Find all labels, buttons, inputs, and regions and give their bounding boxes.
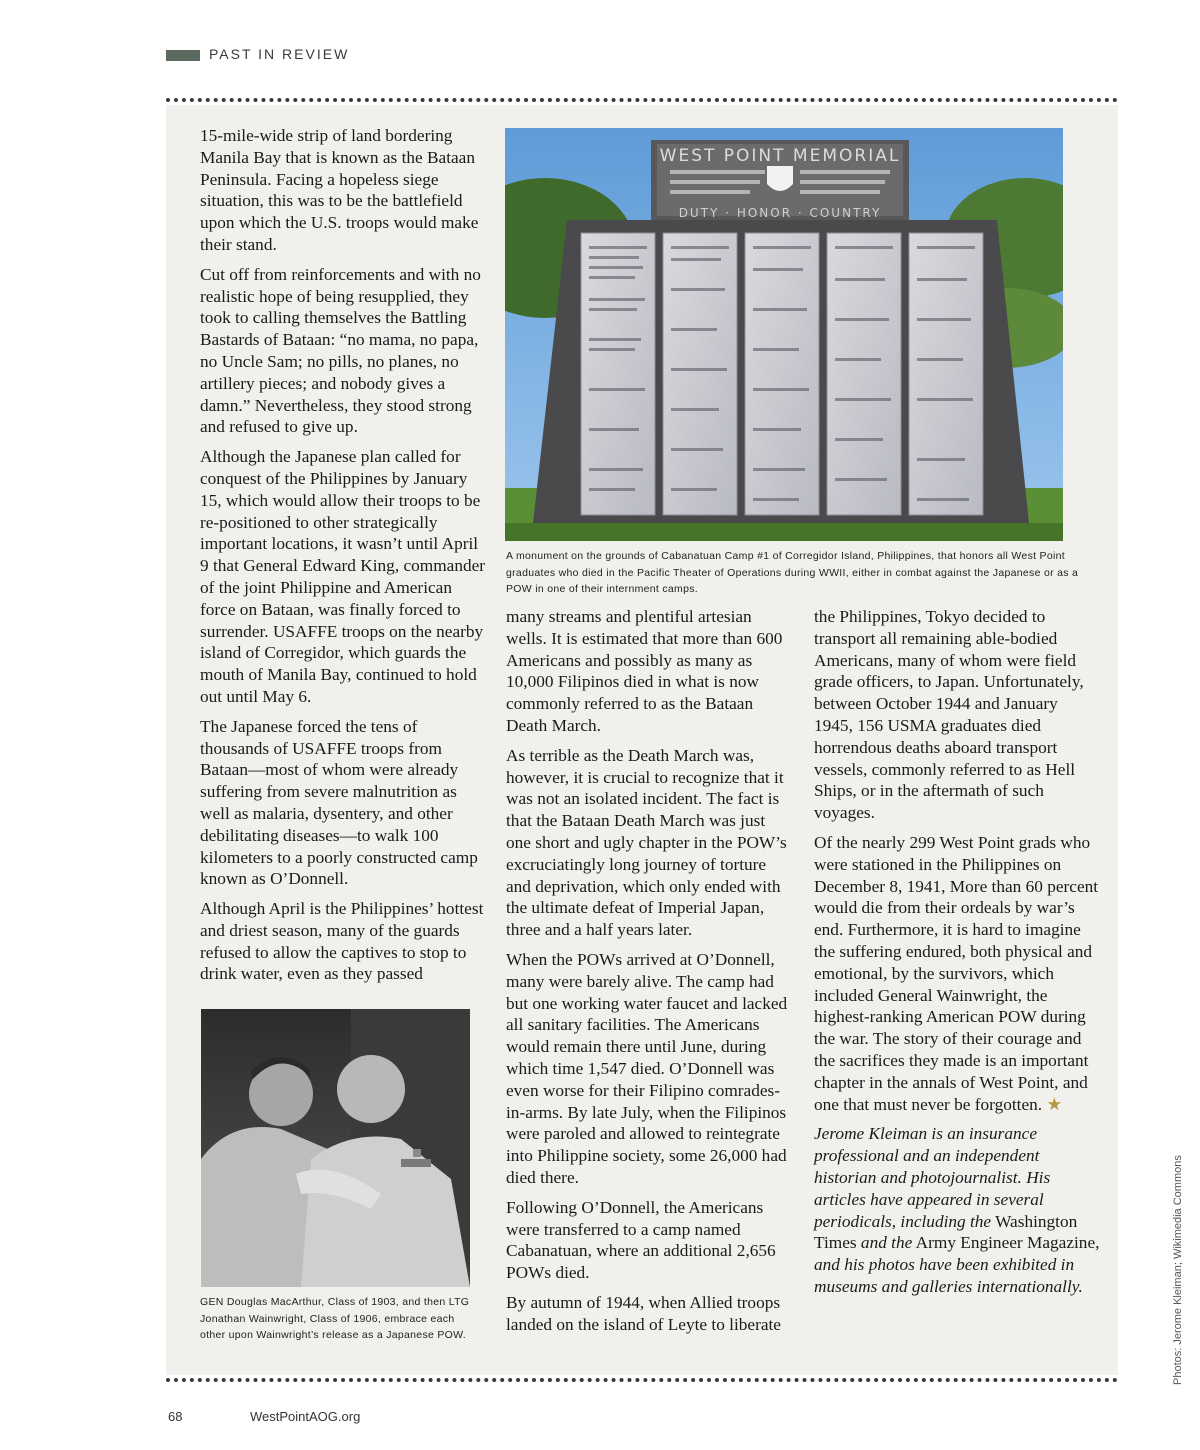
memorial-motto: DUTY · HONOR · COUNTRY: [678, 206, 882, 220]
paragraph: By autumn of 1944, when Allied troops landed on the island of Leyte to liberate: [506, 1292, 781, 1334]
photo-credit: Photos: Jerome Kleiman; Wikimedia Commons: [1172, 1155, 1184, 1385]
paragraph: Cut off from reinforcements and with no realistic hope of being resupplied, they took to calling themselves the Battling Bastards of Bataan: “no mama, no papa, no Uncle Sam; no pills, no planes, no artillery pieces; and nobody gives a damn.” Nevertheless, they stood strong and refused to give up.: [200, 264, 481, 437]
paragraph-text: Of the nearly 299 West Point grads who were stationed in the Philippines on December 8, 1941, More than 60 percent would die from their ordeals by war’s end. Furthermore, it is hard to imagine the suffering endured, both physical and emotional, by the survivors, which included General Wainwright, the highest-ranking American POW during the war. The story of their courage and the sacrifices they made is an important chapter in the annals of West Point, and one that must never be forgotten.: [814, 832, 1099, 1114]
bio-text: Jerome Kleiman is an insurance professional and an independent historian and photojournalist. His articles have appeared in several periodicals, including the: [814, 1124, 1051, 1231]
paragraph: Although April is the Philippines’ hottest and driest season, many of the guards refused to allow the captives to stop to drink water, even as they passed: [200, 899, 484, 984]
memorial-photo-caption: A monument on the grounds of Cabanatuan Camp #1 of Corregidor Island, Philippines, that honors all West Point graduates who died in the Pacific Theater of Operations during WWII, either in combat against the Japanese or as a POW in one of their internment camps.: [506, 550, 1079, 595]
end-mark-star-icon: ★: [1046, 1094, 1062, 1114]
macarthur-wainwright-photo: [201, 1009, 470, 1287]
bio-text: and the: [860, 1233, 913, 1253]
macarthur-wainwright-caption: GEN Douglas MacArthur, Class of 1903, and then LTG Jonathan Wainwright, Class of 1906, embrace each other upon Wainwright’s release as a Japanese POW.: [200, 1296, 470, 1341]
paragraph: Although the Japanese plan called for conquest of the Philippines by January 15, which would allow their troops to be re-positioned to other strategically important locations, it wasn’t until April 9 that General Edward King, commander of the joint Philippine and American force on Bataan, was finally forced to surrender. USAFFE troops on the nearby island of Corregidor, which guards the mouth of Manila Bay, continued to hold out until May 6.: [200, 447, 486, 706]
bio-publication: Washington Times: [814, 1211, 1078, 1253]
paragraph: The Japanese forced the tens of thousands of USAFFE troops from Bataan—most of whom were already suffering from severe malnutrition as well as malaria, dysentery, and other debilitating diseases—to walk 100 kilometers to a poorly constructed camp known as O’Donnell.: [200, 716, 478, 889]
bio-publication: Army Engineer Magazine: [915, 1233, 1096, 1253]
section-marker-bar: [166, 50, 200, 61]
article-column-3: [814, 606, 1100, 1306]
memorial-photo: [505, 128, 1063, 541]
page-number: 68: [168, 1409, 183, 1424]
article-column-1: [200, 125, 486, 993]
bio-text: , and his photos have been exhibited in museums and galleries internationally.: [814, 1233, 1100, 1296]
bottom-dotted-rule: [166, 1378, 1118, 1382]
site-url: WestPointAOG.org: [250, 1409, 361, 1424]
article-column-2: [506, 606, 790, 1344]
paragraph: Following O’Donnell, the Americans were transferred to a camp named Cabanatuan, where an additional 2,656 POWs died.: [506, 1197, 776, 1283]
section-label: PAST IN REVIEW: [209, 46, 350, 62]
memorial-sign-title: WEST POINT MEMORIAL: [659, 146, 901, 166]
paragraph: the Philippines, Tokyo decided to transport all remaining able-bodied Americans, many of whom were field grade officers, to Japan. Unfortunately, between October 1944 and January 1945, 156 USMA graduates died horrendous deaths aboard transport vessels, commonly referred to as Hell Ships, or in the aftermath of such voyages.: [814, 607, 1084, 823]
paragraph: [814, 832, 1100, 1115]
top-dotted-rule: [166, 98, 1118, 102]
paragraph: When the POWs arrived at O’Donnell, many were barely alive. The camp had but one working water faucet and lacked all sanitary facilities. The Americans would remain there until June, during which time 1,547 died. O’Donnell was even worse for their Filipino comrades-in-arms. By late July, when the Filipinos were paroled and allowed to reintegrate into Philippine society, some 26,000 had died there.: [506, 949, 788, 1187]
paragraph: 15-mile-wide strip of land bordering Manila Bay that is known as the Bataan Peninsula. Facing a hopeless siege situation, this was to be the battlefield upon which the U.S. troops would make their stand.: [200, 126, 479, 254]
paragraph: many streams and plentiful artesian wells. It is estimated that more than 600 Americans and possibly as many as 10,000 Filipinos died in what is now commonly referred to as the Bataan Death March.: [506, 607, 783, 735]
paragraph: As terrible as the Death March was, however, it is crucial to recognize that it was not an isolated incident. The fact is that the Bataan Death March was just one short and ugly chapter in the POW’s excruciatingly long journey of torture and deprivation, which only ended with the ultimate defeat of Imperial Japan, three and a half years later.: [506, 745, 787, 940]
author-bio: [814, 1123, 1100, 1297]
